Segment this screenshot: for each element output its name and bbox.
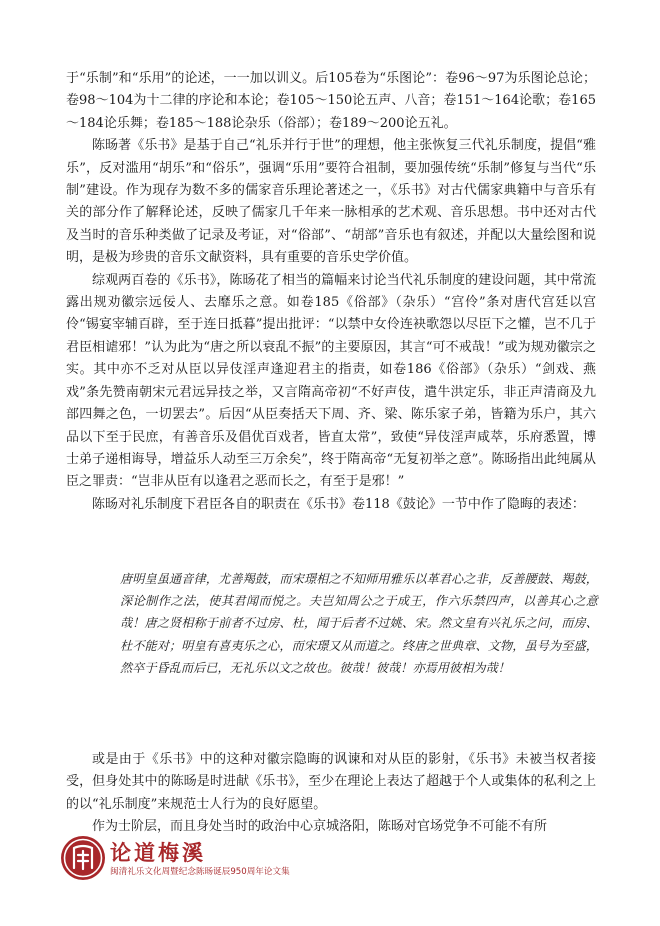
footer-branding xyxy=(60,835,380,883)
paragraph-3: 综观两百卷的《乐书》，陈旸花了相当的篇幅来讨论当代礼乐制度的建设问题，其中常流露出规劝徽宗远佞人、去靡乐之意。如卷185《俗部》（杂乐）“宫伶”条对唐代宫廷以宫伶“锡宴宰辅百辟，至于连日抵暮”提出批评：“以禁中女伶连袂歌怨以尽臣下之懽，岂不几于君臣相谑邪！”认为此为“唐之所以衰乱不振”的主要原因，其言“可不戒哉！”或为规劝徽宗之实。其中亦不乏对从臣以异伎淫声逢迎君主的指责，如卷186《俗部》（杂乐）“剑戏、燕戏”条先赞南朝宋元君远异技之举，又言隋高帝初“不好声伎，遣牛洪定乐，非正声清商及九部四舞之色，一切罢去”。后因“从臣奏括天下周、齐、梁、陈乐家子弟，皆籍为乐户，其六品以下至于民庶，有善音乐及倡优百戏者，皆直太常”，致使“异伎淫声咸萃，乐府悉置，博士弟子递相诲导，增益乐人动至三万余矣”，终于隋高帝“无复初举之意”。陈旸指出此纯属从臣之罪责：“岂非从臣有以逢君之恶而长之，有至于是邪！” xyxy=(66,272,596,490)
paragraph-5: 或是由于《乐书》中的这种对徽宗隐晦的讽谏和对从臣的影射，《乐书》未被当权者接受，但身处其中的陈旸是时进献《乐书》，至少在理论上表达了超越于个人或集体的私利之上的以“礼乐制度”来规范士人行为的良好愿望。 xyxy=(66,752,596,812)
paragraph-2: 陈旸著《乐书》是基于自己“礼乐并行于世”的理想，他主张恢复三代礼乐制度，提倡“雅乐”，反对滥用“胡乐”和“俗乐”，强调“乐用”要符合祖制，要加强传统“乐制”修复与当代“乐制”建设。作为现存为数不多的儒家音乐理论著述之一，《乐书》对古代儒家典籍中与音乐有关的部分作了解释论述，反映了儒家几千年来一脉相承的艺术观、音乐思想。书中还对古代及当时的音乐种类做了记录及考证，对“俗部”、“胡部”音乐也有叙述，并配以大量绘图和说明，是极为珍贵的音乐文献资料，具有重要的音乐史学价值。 xyxy=(66,138,596,266)
seal-logo-icon xyxy=(60,835,106,881)
body-text-top xyxy=(66,68,596,516)
paragraph-4: 陈旸对礼乐制度下君臣各自的职责在《乐书》卷118《鼓论》一节中作了隐晦的表述： xyxy=(92,496,585,512)
footer-title: 论道梅溪 xyxy=(110,840,206,865)
body-text-bottom xyxy=(66,749,596,839)
quote-text: 唐明皇虽通音律，尤善羯鼓，而宋璟相之不知师用雅乐以革君心之非，反善腰鼓、羯鼓，深论制作之法，使其君闻而悦之。夫岂知周公之于成王，作六乐禁四声，以善其心之意哉！唐之贤相称于前者不过房、杜，闻于后者不过姚、宋。然文皇有兴礼乐之问，而房、杜不能对；明皇有喜夷乐之心，而宋璟又从而道之。终唐之世典章、文物，虽号为至盛，然卒于昏乱而后已，无礼乐以文之故也。彼哉！彼哉！亦焉用彼相为哉！ xyxy=(120,572,598,675)
block-quote xyxy=(120,568,598,679)
paragraph-6: 作为士阶层，而且身处当时的政治中心京城洛阳，陈旸对官场党争不可能不有所 xyxy=(92,819,548,835)
footer-subtitle: 闽清礼乐文化周暨纪念陈旸诞辰950周年论文集 xyxy=(110,867,290,877)
paragraph-1: 于“乐制”和“乐用”的论述，一一加以训义。后105卷为“乐图论”：卷96～97为乐图论总论；卷98～104为十二律的序论和本论；卷105～150论五声、八音；卷151～164论歌；卷165～184论乐舞；卷185～188论杂乐（俗部）；卷189～200论五礼。 xyxy=(66,71,596,131)
